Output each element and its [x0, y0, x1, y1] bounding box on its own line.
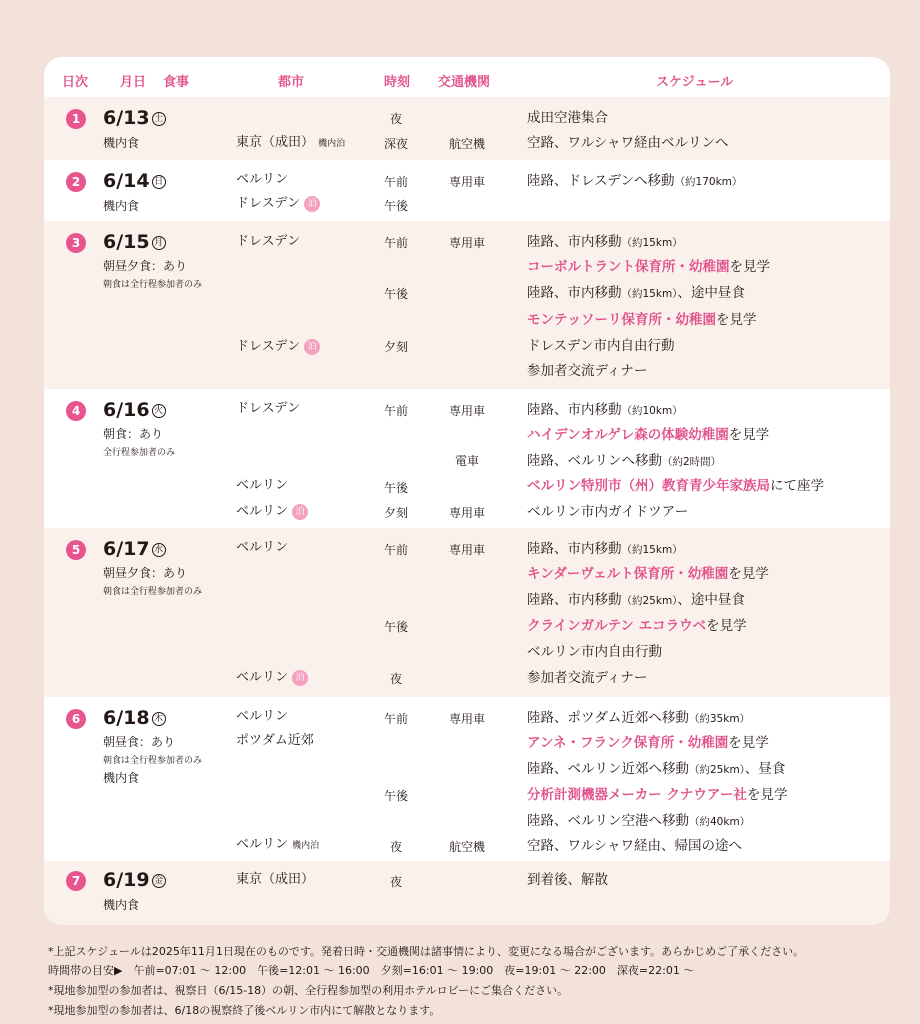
time-range-legend: 時間帯の目安▶ 午前=07:01 ～ 12:00 午後=12:01 ～ 16:00 夕刻=16:01 ～ 19:00 夜=19:01 ～ 22:00 深夜=22:01 ～: [48, 964, 695, 977]
footnote: *現地参加型の参加者は、視察日（6/15-18）の朝、全行程参加型の利用ホテルロビーにご集合ください。: [48, 984, 569, 997]
schedule-item: 陸路、市内移動（約25km）、途中昼食: [527, 592, 745, 608]
day-row: [44, 97, 890, 160]
meal-info: 朝食：あり: [103, 427, 164, 441]
transport-mode: 専用車: [448, 712, 485, 726]
day-row: [44, 221, 890, 389]
meal-info: 機内食: [103, 898, 140, 912]
schedule-item: 空路、ワルシャワ経由、帰国の途へ: [527, 838, 742, 854]
schedule-item: アンネ・フランク保育所・幼稚園を見学: [527, 735, 769, 751]
meal-info: 機内食: [103, 136, 140, 150]
transport-mode: 専用車: [448, 543, 485, 557]
city-name: ベルリン 機内泊: [236, 837, 320, 852]
city-name: ドレスデン 泊: [236, 196, 320, 212]
time-slot: 夕刻: [383, 506, 408, 520]
city-name: ドレスデン 泊: [236, 339, 320, 355]
weekday-badge: 金: [152, 874, 166, 888]
schedule-item: 陸路、ポツダム近郊へ移動（約35km）: [527, 710, 751, 726]
weekday-badge: 月: [152, 236, 166, 250]
overnight-stay-mark: 泊: [304, 196, 320, 212]
city-name: ベルリン: [236, 709, 289, 724]
time-slot: 午前: [383, 236, 408, 250]
day-date: 6/19 金: [103, 870, 166, 890]
time-slot: 夕刻: [383, 340, 408, 354]
schedule-item: 陸路、ベルリン空港へ移動（約40km）: [527, 813, 751, 829]
schedule-item: 陸路、市内移動（約15km）、途中昼食: [527, 285, 745, 301]
schedule-item: 陸路、市内移動（約15km）: [527, 234, 683, 250]
transport-mode: 電車: [454, 454, 479, 468]
time-slot: 深夜: [383, 137, 408, 151]
overnight-stay-mark: 泊: [304, 339, 320, 355]
meal-note: 朝食は全行程参加者のみ: [103, 587, 203, 597]
meal-info: 朝昼夕食：あり: [103, 259, 188, 273]
day-row: [44, 389, 890, 528]
footnote: *現地参加型の参加者は、6/18の視察終了後ベルリン市内にて解散となります。: [48, 1004, 441, 1017]
city-name: ベルリン 泊: [236, 670, 308, 686]
weekday-badge: 木: [152, 712, 166, 726]
weekday-badge: 火: [152, 404, 166, 418]
time-slot: 夜: [389, 875, 402, 889]
day-number-badge: 7: [66, 871, 86, 891]
overnight-stay-mark: 泊: [292, 670, 308, 686]
transport-mode: 専用車: [448, 404, 485, 418]
weekday-badge: 水: [152, 543, 166, 557]
transport-mode: 専用車: [448, 506, 485, 520]
time-slot: 午後: [383, 287, 408, 301]
city-name: ベルリン: [236, 172, 289, 187]
day-row: [44, 160, 890, 221]
time-slot: 午後: [383, 789, 408, 803]
header-city: 都市: [278, 75, 305, 90]
time-slot: 午後: [383, 620, 408, 634]
schedule-item: 陸路、市内移動（約10km）: [527, 402, 683, 418]
header-time: 時刻: [384, 75, 411, 90]
time-slot: 午前: [383, 712, 408, 726]
schedule-item: コーボルトラント保育所・幼稚園を見学: [527, 259, 770, 275]
footnote: *上記スケジュールは2025年11月1日現在のものです。発着日時・交通機関は諸事情により、変更になる場合がございます。あらかじめご了承ください。: [48, 945, 805, 958]
city-name: ドレスデン: [236, 234, 301, 249]
day-date: 6/15 月: [103, 232, 166, 252]
header-meal: 食事: [163, 75, 190, 90]
schedule-item: ベルリン市内ガイドツアー: [527, 504, 689, 520]
meal-info: 朝昼食：あり: [103, 735, 176, 749]
time-slot: 午前: [383, 404, 408, 418]
time-slot: 午後: [383, 199, 408, 213]
day-date: 6/17 水: [103, 539, 166, 559]
transport-mode: 専用車: [448, 236, 485, 250]
day-number-badge: 6: [66, 709, 86, 729]
transport-mode: 専用車: [448, 175, 485, 189]
schedule-item: ハイデンオルゲレ森の体験幼稚園を見学: [527, 427, 770, 443]
schedule-item: ベルリン市内自由行動: [527, 644, 662, 660]
time-slot: 夜: [389, 840, 402, 854]
day-number-badge: 3: [66, 233, 86, 253]
schedule-item: 陸路、ドレスデンへ移動（約170km）: [527, 173, 743, 189]
schedule-item: ドレスデン市内自由行動: [527, 338, 675, 354]
itinerary-card: [44, 57, 890, 925]
schedule-item: 陸路、市内移動（約15km）: [527, 541, 683, 557]
schedule-item: クラインガルテン エコラウベを見学: [527, 618, 747, 634]
schedule-item: 陸路、ベルリン近郊へ移動（約25km）、昼食: [527, 761, 786, 777]
city-name: ベルリン 泊: [236, 504, 308, 520]
meal-info: 機内食: [103, 771, 140, 785]
transport-mode: 航空機: [448, 840, 485, 854]
day-row: [44, 861, 890, 925]
day-date: 6/14 日: [103, 171, 166, 191]
meal-info: 朝昼夕食：あり: [103, 566, 188, 580]
day-row: [44, 528, 890, 697]
schedule-item: 参加者交流ディナー: [527, 670, 648, 686]
day-date: 6/16 火: [103, 400, 166, 420]
schedule-item: 到着後、解散: [527, 872, 608, 888]
overnight-stay-mark: 泊: [292, 504, 308, 520]
schedule-item: 空路、ワルシャワ経由ベルリンへ: [527, 135, 729, 151]
time-slot: 夜: [389, 672, 402, 686]
meal-note: 朝食は全行程参加者のみ: [103, 280, 203, 290]
table-header: [44, 57, 890, 97]
header-day: 日次: [62, 75, 89, 90]
header-date: 月日: [120, 75, 147, 90]
city-name: ドレスデン: [236, 401, 301, 416]
day-date: 6/13 土: [103, 108, 166, 128]
day-number-badge: 4: [66, 401, 86, 421]
weekday-badge: 土: [152, 112, 166, 126]
city-name: 東京（成田） 機内泊: [236, 135, 346, 150]
time-slot: 午前: [383, 543, 408, 557]
schedule-item: モンテッソーリ保育所・幼稚園を見学: [527, 312, 757, 328]
meal-note: 全行程参加者のみ: [103, 448, 176, 458]
day-number-badge: 1: [66, 109, 86, 129]
meal-info: 機内食: [103, 199, 140, 213]
day-row: [44, 697, 890, 861]
day-number-badge: 2: [66, 172, 86, 192]
city-name: ベルリン: [236, 540, 289, 555]
city-name: ベルリン: [236, 478, 289, 493]
schedule-item: 成田空港集合: [527, 110, 608, 126]
weekday-badge: 日: [152, 175, 166, 189]
header-schedule: スケジュール: [656, 75, 734, 90]
city-name: 東京（成田）: [236, 872, 315, 887]
meal-note: 朝食は全行程参加者のみ: [103, 756, 203, 766]
time-slot: 午後: [383, 481, 408, 495]
time-slot: 夜: [389, 112, 402, 126]
header-transport: 交通機関: [438, 75, 491, 90]
transport-mode: 航空機: [448, 137, 485, 151]
day-date: 6/18 木: [103, 708, 166, 728]
schedule-item: 参加者交流ディナー: [527, 363, 648, 379]
day-number-badge: 5: [66, 540, 86, 560]
schedule-item: キンダーヴェルト保育所・幼稚園を見学: [527, 566, 769, 582]
schedule-item: 陸路、ベルリンへ移動（約2時間）: [527, 453, 722, 469]
schedule-item: 分析計測機器メーカー クナウアー社を見学: [527, 787, 788, 803]
city-name: ポツダム近郊: [236, 733, 314, 748]
time-slot: 午前: [383, 175, 408, 189]
schedule-item: ベルリン特別市（州）教育青少年家族局にて座学: [527, 478, 824, 494]
